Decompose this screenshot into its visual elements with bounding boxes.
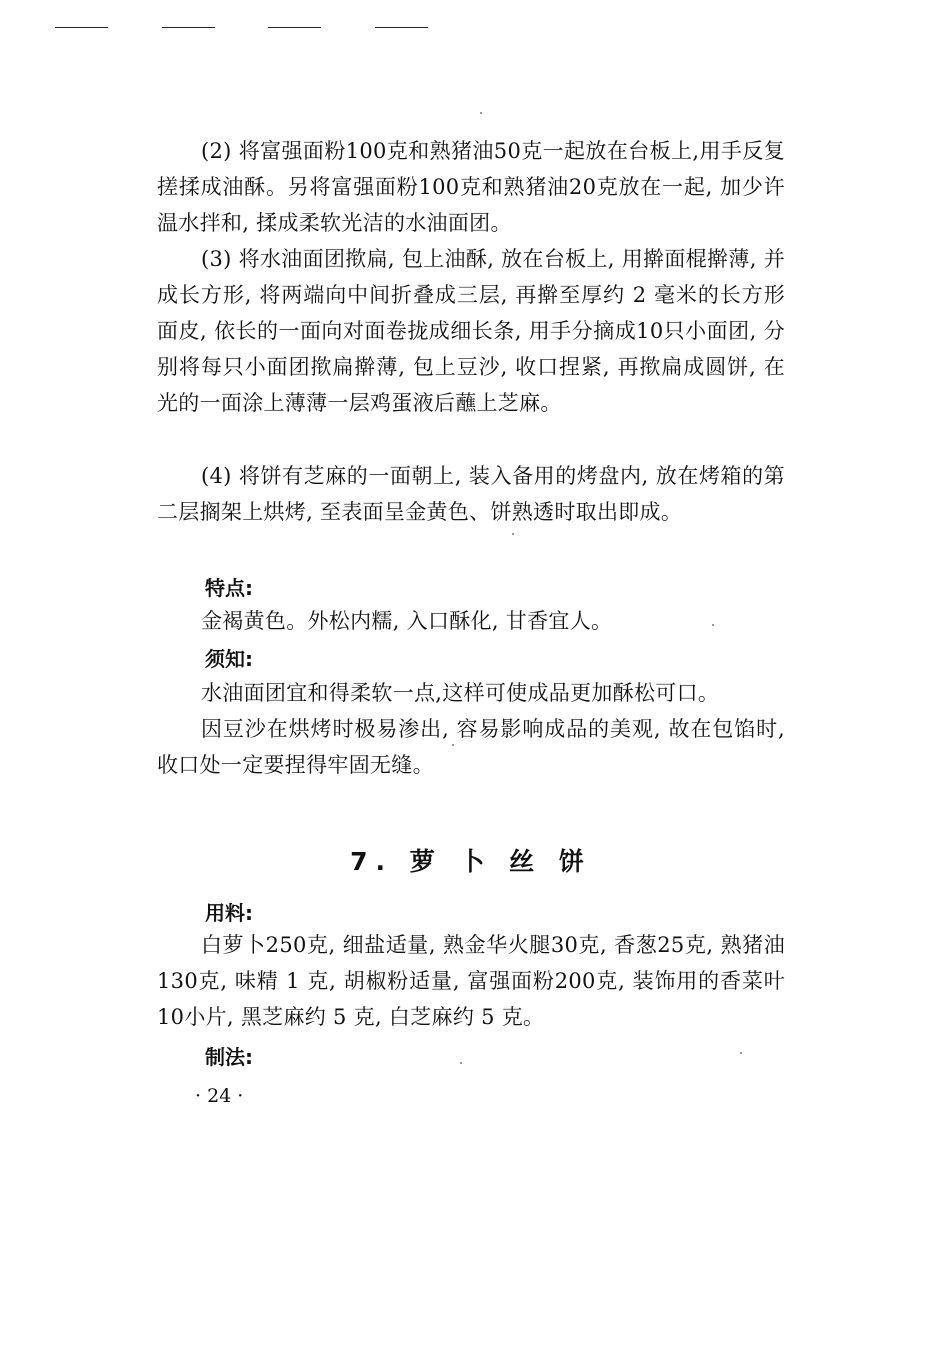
- page-number: · 24 ·: [195, 1085, 244, 1107]
- scan-speck: [452, 744, 454, 746]
- step-3-paragraph: (3) 将水油面团揿扁, 包上油酥, 放在台板上, 用擀面棍擀薄, 并成长方形, 将两端向中间折叠成三层, 再擀至厚约 2 毫米的长方形面皮, 依长的一面向对面卷拢成细长条, 用手分摘成10只小面团, 分别将每只小面团揿扁擀薄, 包上豆沙, 收口捏紧, 再揿扁成圆饼, 在光的一面涂上薄薄一层鸡蛋液后蘸上芝麻。: [157, 247, 785, 415]
- scan-speck: [460, 1062, 462, 1064]
- header-rule-2: [162, 27, 215, 28]
- notes-item-1: 水油面团宜和得柔软一点,这样可使成品更加酥松可口。: [201, 681, 720, 705]
- step-2-paragraph: (2) 将富强面粉100克和熟猪油50克一起放在台板上,用手反复搓揉成油酥。另将富强面粉100克和熟猪油20克放在一起, 加少许温水拌和, 揉成柔软光洁的水油面团。: [157, 139, 785, 235]
- header-rule-4: [375, 27, 428, 28]
- scan-speck: [740, 1052, 742, 1054]
- scan-speck: [512, 533, 514, 535]
- scan-speck: [480, 112, 482, 114]
- features-label: 特点:: [205, 576, 253, 600]
- features-text: 金褐黄色。外松内糯, 入口酥化, 甘香宜人。: [201, 609, 613, 633]
- step-4-paragraph: (4) 将饼有芝麻的一面朝上, 装入备用的烤盘内, 放在烤箱的第二层搁架上烘烤, 至表面呈金黄色、饼熟透时取出即成。: [157, 464, 785, 524]
- notes-label: 须知:: [205, 647, 253, 671]
- header-rule-3: [268, 27, 321, 28]
- method-label: 制法:: [205, 1045, 253, 1069]
- ingredients-label: 用料:: [205, 901, 253, 925]
- header-rule-1: [55, 27, 108, 28]
- scan-speck: [712, 624, 714, 626]
- recipe-title: 7. 萝 卜 丝 饼: [350, 847, 592, 876]
- notes-item-2: 因豆沙在烘烤时极易渗出, 容易影响成品的美观, 故在包馅时, 收口处一定要捏得牢固无缝。: [157, 717, 785, 777]
- ingredients-text: 白萝卜250克, 细盐适量, 熟金华火腿30克, 香葱25克, 熟猪油130克, 味精 1 克, 胡椒粉适量, 富强面粉200克, 装饰用的香菜叶10小片, 黑芝麻约 5 克, 白芝麻约 5 克。: [157, 933, 785, 1029]
